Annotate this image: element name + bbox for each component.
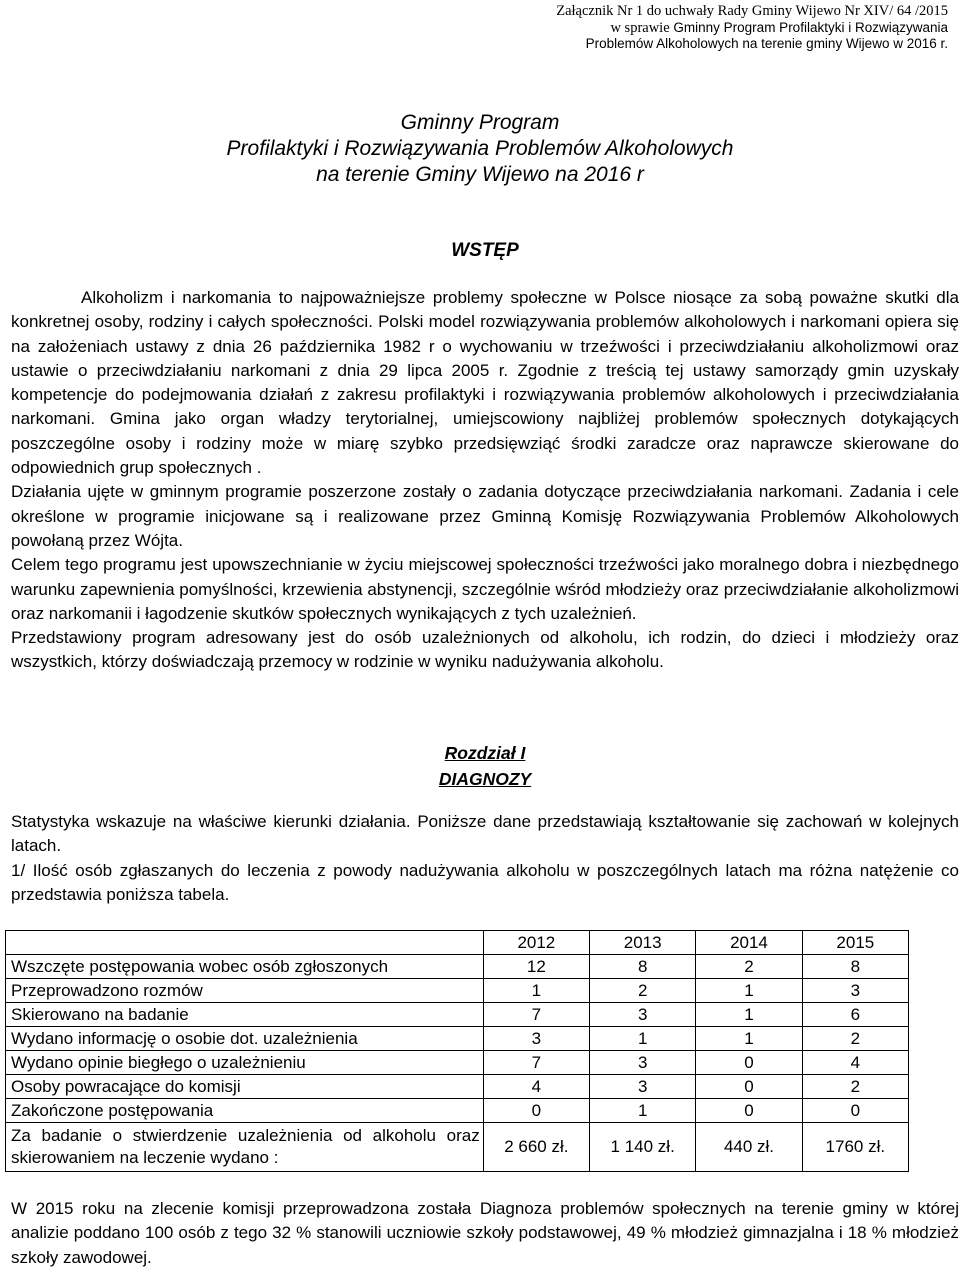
title-line3: na terenie Gminy Wijewo na 2016 r bbox=[316, 163, 644, 186]
table-header-empty bbox=[6, 931, 484, 955]
intro-paragraph: Przedstawiony program adresowany jest do osób uzależnionych od alkoholu, ich rodzin, do dzieci i młodzieży oraz wszystkich, którzy doświadczają przemocy w rodzinie w wyniku nadużywania alkoholu. bbox=[11, 628, 959, 672]
year-header: 2014 bbox=[696, 931, 802, 955]
row-value: 1 bbox=[590, 1027, 696, 1051]
row-label: Wydano opinie biegłego o uzależnieniu bbox=[6, 1051, 484, 1075]
row-value: 3 bbox=[590, 1075, 696, 1099]
row-value: 1760 zł. bbox=[802, 1123, 908, 1172]
intro-paragraph: Celem tego programu jest upowszechnianie w życiu miejscowej społeczności trzeźwości jako moralnego dobra i niezbędnego warunku zapewnienia pomyślności, krzewienia abstynencji, szczególnie wśród młodzieży oraz przeciwdziałanie alkoholizmowi oraz narkomanii i łagodzenie skutków społecznych wynikających z tych uzależnień. bbox=[11, 555, 959, 623]
attachment-note-line2-prefix: w sprawie bbox=[610, 19, 670, 36]
closing-paragraph: W 2015 roku na zlecenie komisji przeprowadzona została Diagnoza problemów społecznych na terenie gminy w której analizie poddano 100 osób z tego 32 % stanowili uczniowie szkoły podstawowej, 49 % młodzież gimnazjalna i 18 % młodzież szkoły zawodowej. bbox=[11, 1199, 959, 1267]
row-value: 0 bbox=[483, 1099, 589, 1123]
row-value: 7 bbox=[483, 1003, 589, 1027]
diagnosis-paragraph: 1/ Ilość osób zgłaszanych do leczenia z powody nadużywania alkoholu w poszczególnych latach ma różna natężenie co przedstawia poniższa tabela. bbox=[11, 860, 959, 904]
row-value: 1 bbox=[483, 979, 589, 1003]
table-row bbox=[6, 1075, 909, 1099]
intro-text bbox=[11, 286, 959, 675]
row-value: 8 bbox=[802, 955, 908, 979]
table-row bbox=[6, 979, 909, 1003]
row-value: 0 bbox=[696, 1075, 802, 1099]
row-value: 4 bbox=[483, 1075, 589, 1099]
table-row bbox=[6, 1051, 909, 1075]
row-value: 1 bbox=[696, 1003, 802, 1027]
row-value: 0 bbox=[802, 1099, 908, 1123]
row-value: 0 bbox=[696, 1099, 802, 1123]
intro-paragraph: Alkoholizm i narkomania to najpoważniejsze problemy społeczne w Polsce niosące za sobą poważne skutki dla konkretnej osoby, rodziny i całych społeczności. Polski model rozwiązywania problemów alkoholowych i narkomani opiera się na założeniach ustawy z dnia 26 października 1982 r o wychowaniu w trzeźwości i przeciwdziałaniu alkoholizmowi oraz ustawie o przeciwdziałaniu narkomani z dnia 29 lipca 2005 r. Zgodnie z treścią tej ustawy samorządy gmin uzyskały kompetencje do podejmowania działań z zakresu profilaktyki i rozwiązywania problemów alkoholowych i przeciwdziałania narkomani. Gmina jako organ władzy terytorialnej, umiejscowiony najbliżej problemów społecznych dotykających poszczególne osoby i rodziny może w miarę szybko przedsięwziąć środki zaradcze oraz naprawcze skierowane do odpowiednich grup społecznych . bbox=[11, 288, 959, 478]
table-row bbox=[6, 1123, 909, 1172]
row-label: Wydano informację o osobie dot. uzależnienia bbox=[6, 1027, 484, 1051]
title-line2: Profilaktyki i Rozwiązywania Problemów Alkoholowych bbox=[226, 137, 734, 160]
chapter-heading bbox=[0, 740, 960, 792]
statistics-table bbox=[5, 930, 909, 1172]
table-row bbox=[6, 955, 909, 979]
row-value: 12 bbox=[483, 955, 589, 979]
row-value: 3 bbox=[590, 1051, 696, 1075]
attachment-note-line1: Załącznik Nr 1 do uchwały Rady Gminy Wijewo Nr XIV/ 64 /2015 bbox=[556, 3, 948, 19]
year-header: 2012 bbox=[483, 931, 589, 955]
row-label: Skierowano na badanie bbox=[6, 1003, 484, 1027]
row-value: 1 140 zł. bbox=[590, 1123, 696, 1172]
table-header-row bbox=[6, 931, 909, 955]
row-value: 2 660 zł. bbox=[483, 1123, 589, 1172]
row-value: 2 bbox=[802, 1075, 908, 1099]
row-value: 0 bbox=[696, 1051, 802, 1075]
title-line1: Gminny Program bbox=[400, 111, 560, 134]
document-title bbox=[0, 110, 960, 188]
diagnosis-text bbox=[11, 810, 959, 907]
row-value: 3 bbox=[483, 1027, 589, 1051]
row-value: 440 zł. bbox=[696, 1123, 802, 1172]
row-value: 6 bbox=[802, 1003, 908, 1027]
attachment-note-line2-rest: Gminny Program Profilaktyki i Rozwiązywania bbox=[669, 19, 948, 35]
attachment-note bbox=[556, 3, 948, 53]
row-value: 4 bbox=[802, 1051, 908, 1075]
row-value: 1 bbox=[696, 979, 802, 1003]
year-header: 2015 bbox=[802, 931, 908, 955]
chapter-title: DIAGNOZY bbox=[438, 769, 532, 789]
row-value: 1 bbox=[590, 1099, 696, 1123]
row-label: Przeprowadzono rozmów bbox=[6, 979, 484, 1003]
attachment-note-line2 bbox=[556, 20, 948, 37]
row-label: Wszczęte postępowania wobec osób zgłoszonych bbox=[6, 955, 484, 979]
row-label: Za badanie o stwierdzenie uzależnienia od alkoholu oraz skierowaniem na leczenie wydano : bbox=[6, 1123, 484, 1172]
chapter-number: Rozdział I bbox=[444, 743, 526, 763]
table-row bbox=[6, 1099, 909, 1123]
table-row bbox=[6, 1027, 909, 1051]
diagnosis-paragraph: Statystyka wskazuje na właściwe kierunki działania. Poniższe dane przedstawiają kształtowanie się zachowań w kolejnych latach. bbox=[11, 812, 959, 856]
attachment-note-line3: Problemów Alkoholowych na terenie gminy Wijewo w 2016 r. bbox=[585, 36, 948, 51]
row-value: 2 bbox=[696, 955, 802, 979]
row-value: 2 bbox=[802, 1027, 908, 1051]
row-label: Osoby powracające do komisji bbox=[6, 1075, 484, 1099]
table-row bbox=[6, 1003, 909, 1027]
row-value: 8 bbox=[590, 955, 696, 979]
row-value: 2 bbox=[590, 979, 696, 1003]
row-value: 7 bbox=[483, 1051, 589, 1075]
year-header: 2013 bbox=[590, 931, 696, 955]
row-value: 3 bbox=[590, 1003, 696, 1027]
intro-paragraph: Działania ujęte w gminnym programie poszerzone zostały o zadania dotyczące przeciwdziałania narkomani. Zadania i cele określone w programie inicjowane są i realizowane przez Gminną Komisję Rozwiązywania Problemów Alkoholowych powołaną przez Wójta. bbox=[11, 482, 959, 550]
intro-heading: WSTĘP bbox=[451, 240, 519, 261]
closing-text bbox=[11, 1197, 959, 1270]
row-value: 3 bbox=[802, 979, 908, 1003]
row-value: 1 bbox=[696, 1027, 802, 1051]
row-label: Zakończone postępowania bbox=[6, 1099, 484, 1123]
